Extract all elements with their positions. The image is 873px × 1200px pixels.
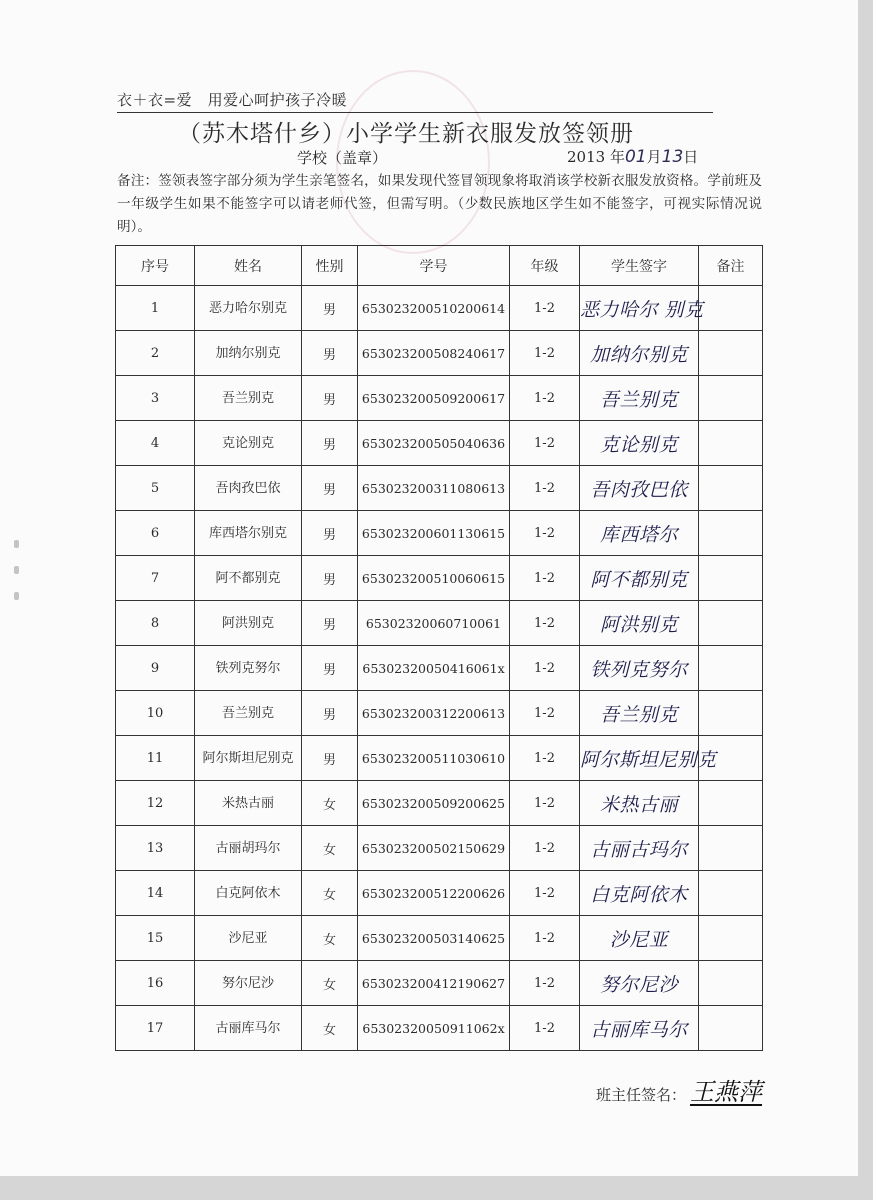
student-grade: 1-2: [510, 601, 580, 646]
row-no: 8: [116, 601, 195, 646]
student-name: 古丽胡玛尔: [195, 826, 302, 871]
student-name: 阿不都别克: [195, 556, 302, 601]
row-remark: [699, 826, 763, 871]
row-no: 4: [116, 421, 195, 466]
student-id: 653023200502150629: [358, 826, 510, 871]
row-remark: [699, 1006, 763, 1051]
student-gender: 女: [302, 871, 358, 916]
row-no: 5: [116, 466, 195, 511]
student-name: 恶力哈尔别克: [195, 286, 302, 331]
table-row: [116, 511, 763, 556]
student-gender: 女: [302, 826, 358, 871]
teacher-signature: 王燕萍: [690, 1078, 763, 1106]
student-signature: 古丽库马尔: [580, 1006, 699, 1051]
row-no: 9: [116, 646, 195, 691]
row-remark: [699, 916, 763, 961]
student-gender: 男: [302, 286, 358, 331]
row-remark: [699, 376, 763, 421]
table-row: [116, 646, 763, 691]
student-id: 653023200601130615: [358, 511, 510, 556]
header-remark: 备注: [699, 246, 763, 286]
student-grade: 1-2: [510, 1006, 580, 1051]
student-id: 653023200509200617: [358, 376, 510, 421]
table-row: [116, 781, 763, 826]
row-remark: [699, 511, 763, 556]
row-no: 14: [116, 871, 195, 916]
student-signature: 阿尔斯坦尼别克: [580, 736, 699, 781]
row-remark: [699, 286, 763, 331]
student-signature: 努尔尼沙: [580, 961, 699, 1006]
date-month-char: 月: [646, 148, 662, 166]
date-month: 01: [624, 147, 647, 167]
issue-date: [567, 146, 698, 167]
student-id: 653023200505040636: [358, 421, 510, 466]
row-remark: [699, 961, 763, 1006]
row-remark: [699, 331, 763, 376]
row-no: 16: [116, 961, 195, 1006]
student-grade: 1-2: [510, 556, 580, 601]
student-signature: 吾肉孜巴依: [580, 466, 699, 511]
student-signature: 沙尼亚: [580, 916, 699, 961]
student-name: 库西塔尔别克: [195, 511, 302, 556]
student-gender: 男: [302, 331, 358, 376]
table-header-row: [116, 246, 763, 286]
row-remark: [699, 646, 763, 691]
table-row: [116, 331, 763, 376]
student-signature: 米热古丽: [580, 781, 699, 826]
student-grade: 1-2: [510, 826, 580, 871]
student-grade: 1-2: [510, 466, 580, 511]
student-grade: 1-2: [510, 511, 580, 556]
student-gender: 男: [302, 601, 358, 646]
student-grade: 1-2: [510, 331, 580, 376]
student-gender: 男: [302, 556, 358, 601]
header-signature: 学生签字: [580, 246, 699, 286]
table-row: [116, 601, 763, 646]
table-row: [116, 421, 763, 466]
student-name: 阿尔斯坦尼别克: [195, 736, 302, 781]
student-grade: 1-2: [510, 646, 580, 691]
student-name: 铁列克努尔: [195, 646, 302, 691]
student-signature: 恶力哈尔 别克: [580, 286, 699, 331]
student-signature: 加纳尔别克: [580, 331, 699, 376]
student-id: 653023200508240617: [358, 331, 510, 376]
table-row: [116, 961, 763, 1006]
sign-off-table: [115, 245, 763, 1051]
student-gender: 女: [302, 1006, 358, 1051]
student-signature: 阿不都别克: [580, 556, 699, 601]
student-id: 653023200311080613: [358, 466, 510, 511]
student-name: 加纳尔别克: [195, 331, 302, 376]
student-grade: 1-2: [510, 916, 580, 961]
header-grade: 年级: [510, 246, 580, 286]
remarks-note: 备注：签领表签字部分须为学生亲笔签名，如果发现代签冒领现象将取消该学校新衣服发放资格。学前班及一年级学生如果不能签字可以请老师代签，但需写明。（少数民族地区学生如不能签字，可视实际情况说明）。: [117, 173, 762, 235]
student-id: 65302320050416061x: [358, 646, 510, 691]
student-grade: 1-2: [510, 736, 580, 781]
table-row: [116, 1006, 763, 1051]
student-gender: 男: [302, 511, 358, 556]
row-remark: [699, 466, 763, 511]
row-no: 11: [116, 736, 195, 781]
teacher-signature-label: 班主任签名：: [596, 1086, 687, 1104]
student-name: 克论别克: [195, 421, 302, 466]
row-remark: [699, 556, 763, 601]
row-no: 15: [116, 916, 195, 961]
student-name: 沙尼亚: [195, 916, 302, 961]
slogan: 衣＋衣=爱 用爱心呵护孩子冷暖: [117, 91, 348, 109]
row-no: 3: [116, 376, 195, 421]
table-row: [116, 736, 763, 781]
student-name: 吾兰别克: [195, 376, 302, 421]
row-no: 1: [116, 286, 195, 331]
student-grade: 1-2: [510, 691, 580, 736]
student-grade: 1-2: [510, 871, 580, 916]
school-seal-label: 学校（盖章）: [297, 149, 388, 167]
student-gender: 男: [302, 691, 358, 736]
row-no: 12: [116, 781, 195, 826]
table-row: [116, 286, 763, 331]
student-name: 古丽库马尔: [195, 1006, 302, 1051]
row-no: 13: [116, 826, 195, 871]
row-no: 2: [116, 331, 195, 376]
student-gender: 男: [302, 466, 358, 511]
row-remark: [699, 601, 763, 646]
row-remark: [699, 421, 763, 466]
row-no: 7: [116, 556, 195, 601]
header-student-id: 学号: [358, 246, 510, 286]
table-row: [116, 871, 763, 916]
table-row: [116, 376, 763, 421]
row-remark: [699, 781, 763, 826]
student-name: 阿洪别克: [195, 601, 302, 646]
document-title: （苏木塔什乡）小学学生新衣服发放签领册: [178, 121, 634, 147]
student-gender: 男: [302, 421, 358, 466]
row-remark: [699, 691, 763, 736]
student-gender: 女: [302, 916, 358, 961]
student-gender: 男: [302, 376, 358, 421]
student-name: 吾肉孜巴依: [195, 466, 302, 511]
student-id: 653023200503140625: [358, 916, 510, 961]
student-grade: 1-2: [510, 781, 580, 826]
row-no: 10: [116, 691, 195, 736]
teacher-signature-block: [596, 1072, 762, 1107]
student-signature: 吾兰别克: [580, 691, 699, 736]
student-id: 653023200510200614: [358, 286, 510, 331]
student-id: 653023200511030610: [358, 736, 510, 781]
row-no: 6: [116, 511, 195, 556]
student-id: 653023200509200625: [358, 781, 510, 826]
date-day: 13: [661, 147, 684, 167]
date-day-char: 日: [683, 148, 699, 166]
student-signature: 铁列克努尔: [580, 646, 699, 691]
row-no: 17: [116, 1006, 195, 1051]
table-row: [116, 556, 763, 601]
student-signature: 白克阿依木: [580, 871, 699, 916]
student-id: 653023200412190627: [358, 961, 510, 1006]
student-signature: 古丽古玛尔: [580, 826, 699, 871]
student-gender: 女: [302, 961, 358, 1006]
student-id: 65302320060710061: [358, 601, 510, 646]
date-year: 2013: [567, 148, 606, 166]
student-name: 米热古丽: [195, 781, 302, 826]
header-name: 姓名: [195, 246, 302, 286]
student-gender: 男: [302, 646, 358, 691]
header-gender: 性别: [302, 246, 358, 286]
student-grade: 1-2: [510, 376, 580, 421]
student-gender: 男: [302, 736, 358, 781]
student-name: 白克阿依木: [195, 871, 302, 916]
header-no: 序号: [116, 246, 195, 286]
date-year-char: 年: [609, 148, 625, 166]
student-name: 努尔尼沙: [195, 961, 302, 1006]
student-gender: 女: [302, 781, 358, 826]
student-grade: 1-2: [510, 421, 580, 466]
table-row: [116, 691, 763, 736]
student-grade: 1-2: [510, 286, 580, 331]
table-row: [116, 826, 763, 871]
student-signature: 克论别克: [580, 421, 699, 466]
student-id: 653023200510060615: [358, 556, 510, 601]
student-id: 653023200312200613: [358, 691, 510, 736]
student-signature: 库西塔尔: [580, 511, 699, 556]
binder-holes: [14, 540, 22, 620]
student-signature: 阿洪别克: [580, 601, 699, 646]
table-row: [116, 916, 763, 961]
slogan-underline: [117, 112, 713, 113]
table-row: [116, 466, 763, 511]
student-id: 653023200512200626: [358, 871, 510, 916]
student-signature: 吾兰别克: [580, 376, 699, 421]
row-remark: [699, 871, 763, 916]
student-id: 65302320050911062x: [358, 1006, 510, 1051]
student-name: 吾兰别克: [195, 691, 302, 736]
student-grade: 1-2: [510, 961, 580, 1006]
